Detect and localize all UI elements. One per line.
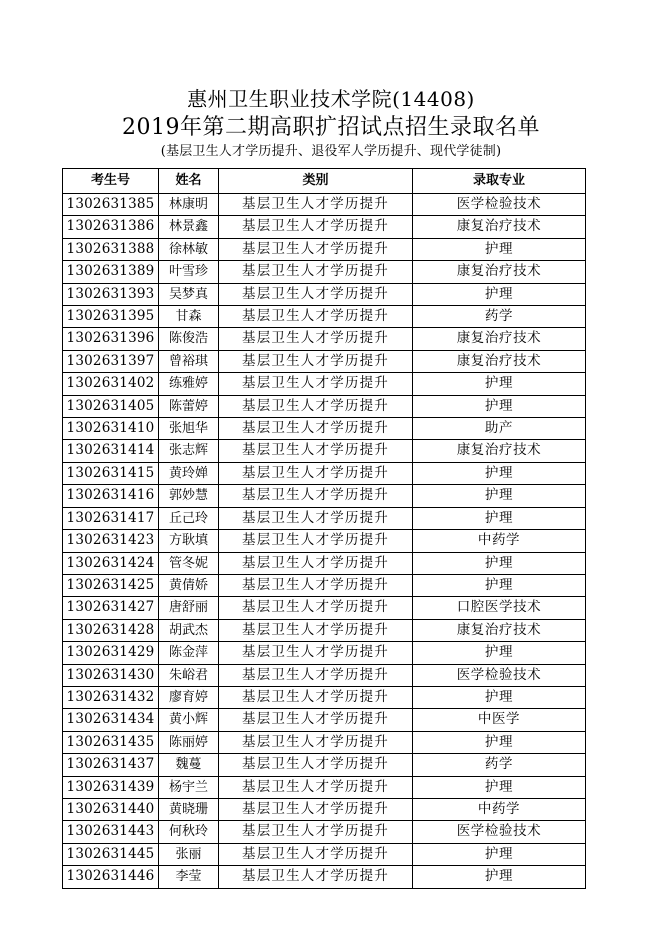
- table-row: [63, 642, 586, 664]
- cell-exam-id: 1302631396: [63, 328, 159, 350]
- cell-major: 康复治疗技术: [413, 440, 586, 462]
- column-header-category: 类别: [219, 169, 413, 194]
- cell-major: 护理: [413, 395, 586, 417]
- table-row: [63, 261, 586, 283]
- cell-name: 魏蔓: [159, 754, 219, 776]
- table-row: [63, 194, 586, 216]
- cell-exam-id: 1302631410: [63, 418, 159, 440]
- document-title-block: [0, 86, 662, 162]
- cell-exam-id: 1302631432: [63, 686, 159, 708]
- cell-category: 基层卫生人才学历提升: [219, 261, 413, 283]
- cell-category: 基层卫生人才学历提升: [219, 664, 413, 686]
- cell-category: 基层卫生人才学历提升: [219, 216, 413, 238]
- cell-name: 胡武杰: [159, 619, 219, 641]
- table-row: [63, 731, 586, 753]
- table-row: [63, 440, 586, 462]
- cell-name: 方耿填: [159, 530, 219, 552]
- cell-major: 药学: [413, 306, 586, 328]
- cell-major: 护理: [413, 485, 586, 507]
- cell-category: 基层卫生人才学历提升: [219, 418, 413, 440]
- cell-major: 护理: [413, 283, 586, 305]
- cell-category: 基层卫生人才学历提升: [219, 597, 413, 619]
- table-row: [63, 306, 586, 328]
- table-row: [63, 619, 586, 641]
- cell-name: 林景鑫: [159, 216, 219, 238]
- table-row: [63, 350, 586, 372]
- cell-exam-id: 1302631445: [63, 843, 159, 865]
- cell-major: 中药学: [413, 798, 586, 820]
- table-header: [63, 169, 586, 194]
- cell-category: 基层卫生人才学历提升: [219, 306, 413, 328]
- cell-major: 助产: [413, 418, 586, 440]
- cell-category: 基层卫生人才学历提升: [219, 440, 413, 462]
- cell-exam-id: 1302631425: [63, 574, 159, 596]
- cell-exam-id: 1302631424: [63, 552, 159, 574]
- cell-major: 护理: [413, 843, 586, 865]
- cell-category: 基层卫生人才学历提升: [219, 328, 413, 350]
- table-row: [63, 283, 586, 305]
- cell-category: 基层卫生人才学历提升: [219, 619, 413, 641]
- table-row: [63, 507, 586, 529]
- cell-name: 黄小辉: [159, 709, 219, 731]
- table-row: [63, 597, 586, 619]
- cell-major: 护理: [413, 238, 586, 260]
- cell-category: 基层卫生人才学历提升: [219, 485, 413, 507]
- table-row: [63, 866, 586, 888]
- cell-major: 康复治疗技术: [413, 261, 586, 283]
- cell-category: 基层卫生人才学历提升: [219, 283, 413, 305]
- cell-major: 医学检验技术: [413, 664, 586, 686]
- cell-name: 黄玲婵: [159, 462, 219, 484]
- table-row: [63, 216, 586, 238]
- cell-category: 基层卫生人才学历提升: [219, 821, 413, 843]
- table-row: [63, 395, 586, 417]
- cell-exam-id: 1302631415: [63, 462, 159, 484]
- cell-exam-id: 1302631440: [63, 798, 159, 820]
- cell-major: 护理: [413, 507, 586, 529]
- cell-major: 护理: [413, 552, 586, 574]
- cell-exam-id: 1302631430: [63, 664, 159, 686]
- cell-category: 基层卫生人才学历提升: [219, 642, 413, 664]
- table-row: [63, 574, 586, 596]
- column-header-exam-id: 考生号: [63, 169, 159, 194]
- cell-exam-id: 1302631395: [63, 306, 159, 328]
- cell-major: 护理: [413, 731, 586, 753]
- cell-category: 基层卫生人才学历提升: [219, 530, 413, 552]
- cell-category: 基层卫生人才学历提升: [219, 686, 413, 708]
- cell-major: 康复治疗技术: [413, 216, 586, 238]
- cell-major: 护理: [413, 642, 586, 664]
- cell-exam-id: 1302631402: [63, 373, 159, 395]
- cell-category: 基层卫生人才学历提升: [219, 843, 413, 865]
- cell-exam-id: 1302631434: [63, 709, 159, 731]
- cell-exam-id: 1302631385: [63, 194, 159, 216]
- cell-category: 基层卫生人才学历提升: [219, 350, 413, 372]
- cell-major: 护理: [413, 686, 586, 708]
- cell-major: 康复治疗技术: [413, 350, 586, 372]
- table-row: [63, 798, 586, 820]
- cell-category: 基层卫生人才学历提升: [219, 395, 413, 417]
- cell-name: 林康明: [159, 194, 219, 216]
- cell-name: 陈俊浩: [159, 328, 219, 350]
- cell-category: 基层卫生人才学历提升: [219, 552, 413, 574]
- table-row: [63, 664, 586, 686]
- cell-name: 陈丽婷: [159, 731, 219, 753]
- cell-major: 康复治疗技术: [413, 619, 586, 641]
- cell-exam-id: 1302631405: [63, 395, 159, 417]
- cell-major: 护理: [413, 373, 586, 395]
- cell-category: 基层卫生人才学历提升: [219, 373, 413, 395]
- cell-exam-id: 1302631435: [63, 731, 159, 753]
- cell-name: 唐舒丽: [159, 597, 219, 619]
- cell-exam-id: 1302631417: [63, 507, 159, 529]
- column-header-major: 录取专业: [413, 169, 586, 194]
- cell-category: 基层卫生人才学历提升: [219, 709, 413, 731]
- cell-exam-id: 1302631389: [63, 261, 159, 283]
- table-row: [63, 328, 586, 350]
- cell-category: 基层卫生人才学历提升: [219, 798, 413, 820]
- cell-major: 护理: [413, 776, 586, 798]
- table-row: [63, 418, 586, 440]
- table-header-row: [63, 169, 586, 194]
- table-row: [63, 373, 586, 395]
- cell-exam-id: 1302631423: [63, 530, 159, 552]
- cell-name: 李莹: [159, 866, 219, 888]
- cell-major: 护理: [413, 574, 586, 596]
- cell-major: 口腔医学技术: [413, 597, 586, 619]
- cell-exam-id: 1302631427: [63, 597, 159, 619]
- cell-name: 管冬妮: [159, 552, 219, 574]
- admission-roster-table: [62, 168, 586, 889]
- cell-major: 护理: [413, 866, 586, 888]
- table-row: [63, 821, 586, 843]
- cell-major: 药学: [413, 754, 586, 776]
- cell-major: 中药学: [413, 530, 586, 552]
- cell-major: 康复治疗技术: [413, 328, 586, 350]
- cell-exam-id: 1302631397: [63, 350, 159, 372]
- cell-major: 医学检验技术: [413, 194, 586, 216]
- cell-category: 基层卫生人才学历提升: [219, 194, 413, 216]
- cell-name: 廖育婷: [159, 686, 219, 708]
- cell-name: 陈蕾婷: [159, 395, 219, 417]
- cell-exam-id: 1302631416: [63, 485, 159, 507]
- cell-name: 郭妙慧: [159, 485, 219, 507]
- cell-name: 张丽: [159, 843, 219, 865]
- cell-major: 护理: [413, 462, 586, 484]
- cell-category: 基层卫生人才学历提升: [219, 776, 413, 798]
- cell-name: 黄晓珊: [159, 798, 219, 820]
- cell-exam-id: 1302631439: [63, 776, 159, 798]
- cell-name: 张志辉: [159, 440, 219, 462]
- cell-category: 基层卫生人才学历提升: [219, 462, 413, 484]
- table-row: [63, 686, 586, 708]
- table-row: [63, 843, 586, 865]
- cell-exam-id: 1302631437: [63, 754, 159, 776]
- table-row: [63, 238, 586, 260]
- table-row: [63, 709, 586, 731]
- cell-name: 丘己玲: [159, 507, 219, 529]
- cell-exam-id: 1302631386: [63, 216, 159, 238]
- cell-name: 叶雪珍: [159, 261, 219, 283]
- cell-category: 基层卫生人才学历提升: [219, 238, 413, 260]
- cell-exam-id: 1302631443: [63, 821, 159, 843]
- table-row: [63, 485, 586, 507]
- cell-category: 基层卫生人才学历提升: [219, 866, 413, 888]
- table-row: [63, 754, 586, 776]
- cell-category: 基层卫生人才学历提升: [219, 731, 413, 753]
- cell-name: 徐林敏: [159, 238, 219, 260]
- table-row: [63, 462, 586, 484]
- cell-exam-id: 1302631428: [63, 619, 159, 641]
- cell-exam-id: 1302631393: [63, 283, 159, 305]
- cell-name: 吴梦真: [159, 283, 219, 305]
- column-header-name: 姓名: [159, 169, 219, 194]
- cell-category: 基层卫生人才学历提升: [219, 574, 413, 596]
- cell-name: 曾裕琪: [159, 350, 219, 372]
- table-body: [63, 194, 586, 889]
- institution-title: 惠州卫生职业技术学院(14408): [187, 87, 475, 111]
- table-row: [63, 776, 586, 798]
- cell-name: 黄倩娇: [159, 574, 219, 596]
- cell-name: 朱峪君: [159, 664, 219, 686]
- cell-name: 张旭华: [159, 418, 219, 440]
- table-row: [63, 552, 586, 574]
- cell-name: 杨宇兰: [159, 776, 219, 798]
- cell-exam-id: 1302631414: [63, 440, 159, 462]
- table-row: [63, 530, 586, 552]
- cell-exam-id: 1302631429: [63, 642, 159, 664]
- cell-name: 陈金萍: [159, 642, 219, 664]
- cell-exam-id: 1302631388: [63, 238, 159, 260]
- cell-exam-id: 1302631446: [63, 866, 159, 888]
- document-subtitle: (基层卫生人才学历提升、退役军人学历提升、现代学徒制): [160, 144, 502, 159]
- cell-name: 何秋玲: [159, 821, 219, 843]
- cell-major: 医学检验技术: [413, 821, 586, 843]
- cell-category: 基层卫生人才学历提升: [219, 754, 413, 776]
- document-main-title: 2019年第二期高职扩招试点招生录取名单: [122, 115, 540, 140]
- cell-name: 练雅婷: [159, 373, 219, 395]
- cell-major: 中医学: [413, 709, 586, 731]
- cell-category: 基层卫生人才学历提升: [219, 507, 413, 529]
- cell-name: 甘森: [159, 306, 219, 328]
